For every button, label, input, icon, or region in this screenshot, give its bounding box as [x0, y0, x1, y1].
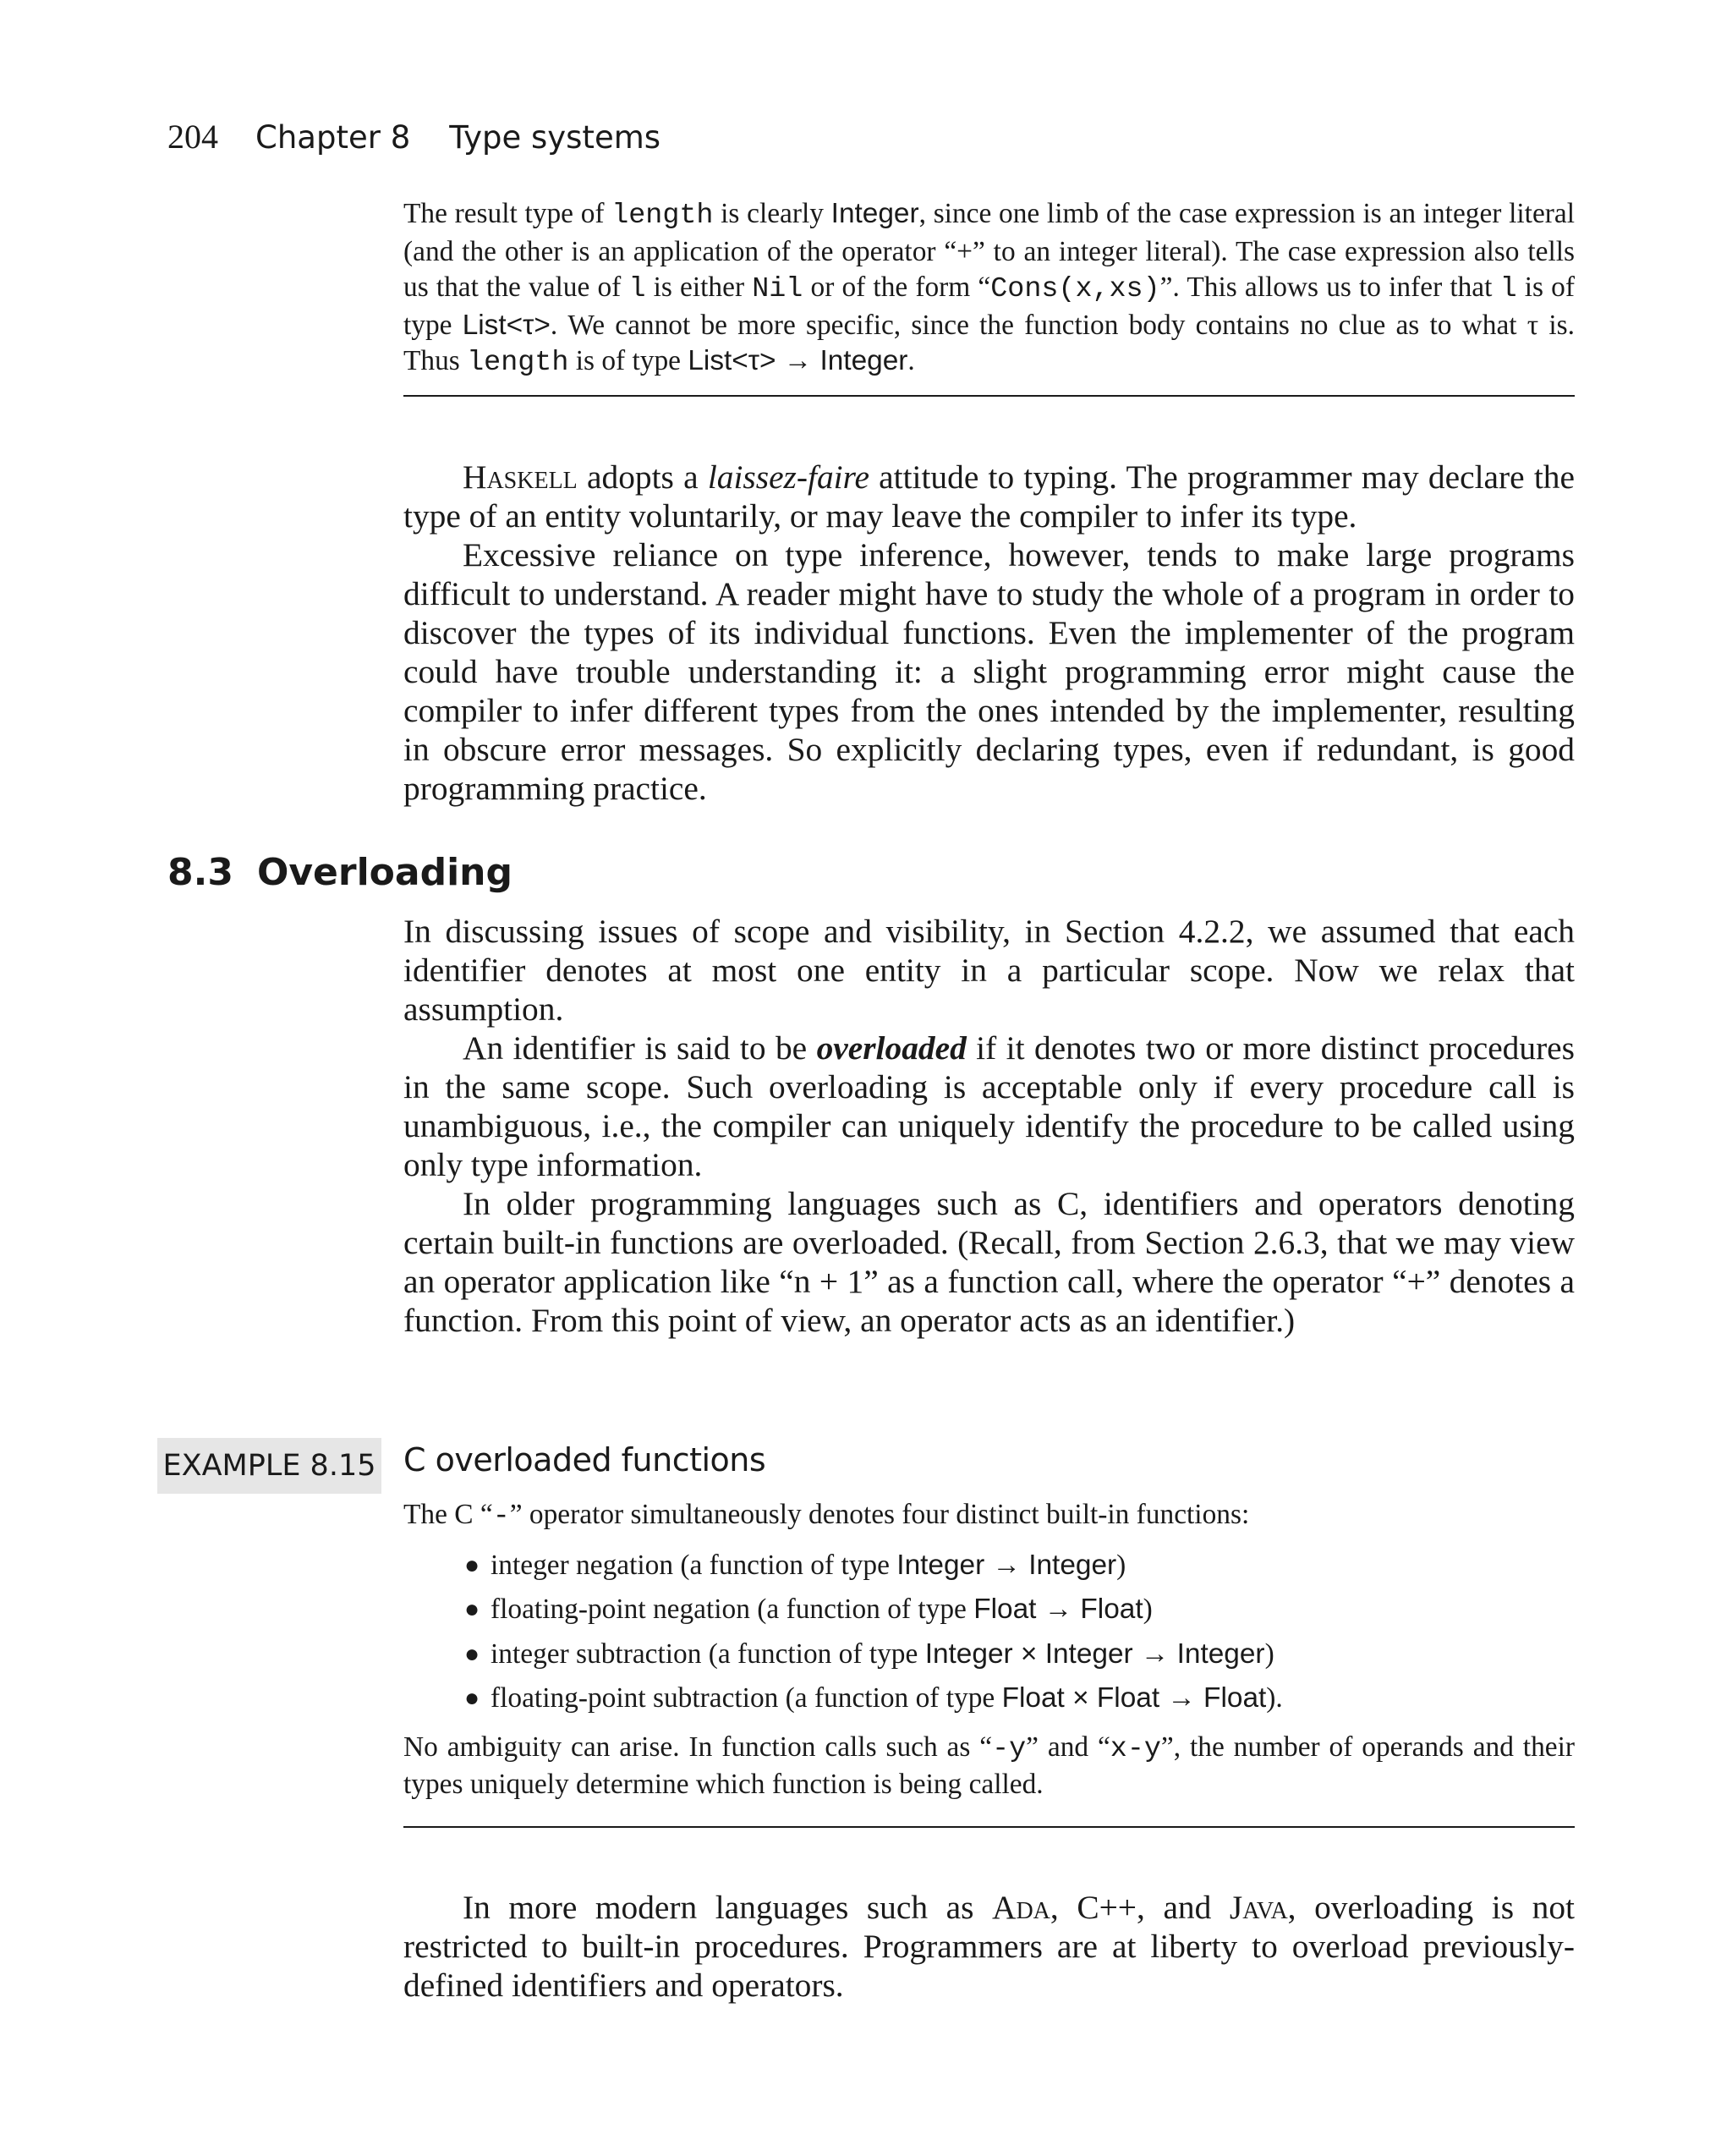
- text-run-text: ): [1143, 1594, 1153, 1625]
- example-intro: [403, 1497, 1575, 1535]
- text-run-text: In discussing issues of scope and visibility, in Section 4.2.2, we assumed that each identifier denotes at most one entity in a particular scope. Now we relax that assumption.: [403, 913, 1575, 1028]
- list-item: [403, 1588, 1575, 1632]
- text-run-text: Excessive reliance on type inference, however, tends to make large programs difficult to understand. A reader might have to study the whole of a program in order to discover the types of its individual functions. Even the implementer of the program could have trouble understanding it: a slight programming error might cause the compiler to infer different types from the ones intended by the implementer, resulting in obscure error messages. So explicitly declaring types, even if redundant, is good programming practice.: [403, 536, 1575, 807]
- list-item: [403, 1676, 1575, 1721]
- scope-paragraph: [403, 912, 1575, 1029]
- text-run-text: ”. This allows us to infer that: [1159, 272, 1500, 303]
- text-run-code: -: [492, 1500, 510, 1533]
- text-run-type: List<τ> → Integer: [688, 345, 908, 376]
- list-item-text: [491, 1550, 1126, 1581]
- text-run-text: ): [1264, 1638, 1274, 1670]
- list-item: [403, 1544, 1575, 1588]
- text-run-bolditalic: overloaded: [816, 1029, 967, 1067]
- bullet-icon: ●: [464, 1595, 480, 1623]
- text-run-text: attitude to typing. The programmer may declare the type of an entity voluntarily, or may leave the compiler to infer its type.: [403, 458, 1575, 535]
- text-run-code: l: [1499, 273, 1517, 305]
- text-run-code: Nil: [752, 273, 803, 305]
- list-item: [403, 1632, 1575, 1677]
- text-run-text: , overloading is not restricted to built-in procedures. Programmers are at liberty to overload previously-defined identifiers and operators.: [403, 1889, 1575, 2004]
- chapter-title: Type systems: [449, 119, 661, 156]
- bullet-icon: ●: [464, 1684, 480, 1712]
- type-inference-paragraph: [403, 535, 1575, 808]
- text-run-type: Integer → Integer: [896, 1549, 1117, 1581]
- page-number: 204: [167, 118, 218, 156]
- section-number: 8.3: [167, 851, 233, 894]
- text-run-text: , C++, and: [1050, 1889, 1230, 1926]
- text-run-text: floating-point negation (a function of type: [491, 1594, 974, 1625]
- text-run-text: floating-point subtraction (a function of type: [491, 1682, 1002, 1714]
- function-list: [403, 1544, 1575, 1721]
- text-run-text: is either: [645, 272, 753, 303]
- text-run-text: is clearly: [713, 198, 831, 229]
- example-end-rule: [403, 395, 1575, 397]
- text-run-text: No ambiguity can arise. In function calls such as “: [403, 1731, 993, 1763]
- overloading-section: [403, 912, 1575, 1340]
- example-conclusion: [403, 1730, 1575, 1803]
- section-title: Overloading: [256, 851, 512, 894]
- running-head: [167, 117, 660, 156]
- text-run-text: ” operator simultaneously denotes four distinct built-in functions:: [509, 1499, 1250, 1530]
- text-run-type: Float × Float → Float: [1001, 1682, 1267, 1714]
- text-run-sc: Ada: [992, 1889, 1050, 1926]
- haskell-section: [403, 458, 1575, 808]
- chapter-label: Chapter 8: [255, 119, 411, 156]
- text-run-code: x-y: [1110, 1732, 1161, 1765]
- text-run-code: length: [467, 347, 569, 379]
- text-run-text: adopts a: [577, 458, 708, 496]
- bullet-icon: ●: [464, 1550, 480, 1579]
- text-run-text: is of type: [568, 345, 688, 376]
- text-run-text: The result type of: [403, 198, 612, 229]
- text-run-type: Integer: [830, 198, 919, 229]
- text-run-text: ” and “: [1026, 1731, 1110, 1763]
- text-run-text: The C “: [403, 1499, 493, 1530]
- text-run-text: integer negation (a function of type: [491, 1549, 897, 1581]
- text-run-type: List<τ>: [462, 309, 551, 341]
- text-run-sc: Java: [1229, 1889, 1288, 1926]
- list-item-text: [491, 1682, 1283, 1714]
- bullet-icon: ●: [464, 1639, 480, 1668]
- text-run-text: . We cannot be more specific, since the function body contains no clue as to what τ is. Thus: [403, 309, 1575, 376]
- text-run-text: In more modern languages such as: [463, 1889, 993, 1926]
- text-run-italic: laissez-faire: [707, 458, 869, 496]
- text-run-code: Cons(x,xs): [990, 273, 1160, 305]
- list-item-text: [491, 1638, 1274, 1670]
- text-run-text: In older programming languages such as C, identifiers and operators denoting certain built-in functions are overloaded. (Recall, from Section 2.6.3, that we may view an operator application like “n + 1” as a function call, where the operator “+” denotes a function. From this point of view, an operator acts as an identifier.): [403, 1185, 1575, 1339]
- text-run-sc: Haskell: [463, 458, 578, 496]
- older-languages-paragraph: [403, 1184, 1575, 1340]
- modern-languages-section: [403, 1888, 1575, 2005]
- example-8-14-conclusion: [403, 196, 1575, 381]
- text-run-type: Integer × Integer → Integer: [924, 1638, 1265, 1670]
- haskell-paragraph: [403, 458, 1575, 535]
- text-run-text: integer subtraction (a function of type: [491, 1638, 925, 1670]
- example-title: C overloaded functions: [403, 1441, 766, 1478]
- text-run-text: is of type: [403, 272, 1575, 341]
- text-run-code: -y: [992, 1732, 1027, 1765]
- text-run-text: ): [1116, 1549, 1126, 1581]
- text-run-text: ).: [1266, 1682, 1283, 1714]
- example-8-14-text: [403, 196, 1575, 381]
- example-8-15-body: [403, 1497, 1575, 1803]
- example-tag: EXAMPLE 8.15: [157, 1438, 381, 1494]
- text-run-text: if it denotes two or more distinct procedures in the same scope. Such overloading is acceptable only if every procedure call is unambiguous, i.e., the compiler can uniquely identify the procedure to be called using only type information.: [403, 1029, 1575, 1183]
- text-run-type: Float → Float: [973, 1594, 1143, 1625]
- text-run-text: or of the form “: [803, 272, 991, 303]
- text-run-code: length: [611, 200, 714, 232]
- text-run-text: ”, the number of operands and their types uniquely determine which function is being called.: [403, 1731, 1575, 1800]
- list-item-text: [491, 1594, 1153, 1625]
- text-run-text: .: [907, 345, 915, 376]
- overloaded-definition-paragraph: [403, 1029, 1575, 1184]
- text-run-code: l: [628, 273, 646, 305]
- text-run-text: An identifier is said to be: [463, 1029, 817, 1067]
- section-heading: [167, 851, 512, 894]
- modern-languages-paragraph: [403, 1888, 1575, 2005]
- text-run-text: , since one limb of the case expression is an integer literal (and the other is an application of the operator “+” to an integer literal). The case expression also tells us that the value of: [403, 198, 1575, 303]
- example-end-rule: [403, 1826, 1575, 1828]
